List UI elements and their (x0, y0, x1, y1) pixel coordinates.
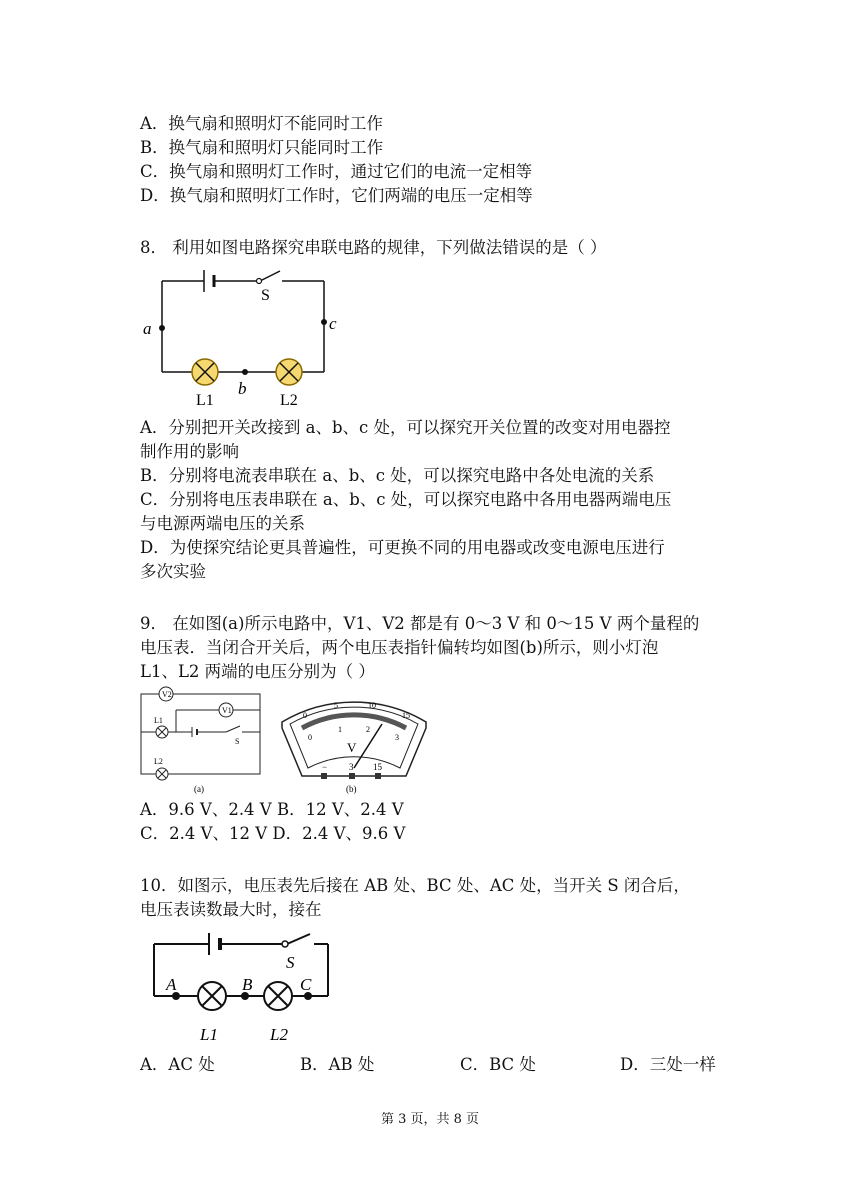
q10-label-s: S (286, 953, 295, 972)
q10-option-c: C．BC 处 (460, 1055, 536, 1074)
meter-bottom-2: 2 (366, 725, 370, 734)
q8-label-a: a (143, 319, 152, 338)
q8-option-c: C．分别将电压表串联在 a、b、c 处，可以探究电路中各用电器两端电压 (140, 490, 672, 509)
q8-label-l1: L1 (196, 392, 214, 409)
q8-option-c-cont: 与电源两端电压的关系 (140, 514, 305, 533)
q10-label-a: A (166, 975, 177, 994)
meter-top-5: 5 (334, 701, 338, 710)
q10-stem-line2: 电压表读数最大时，接在 (140, 900, 322, 919)
q9-options-cd: C．2.4 V、12 V D．2.4 V、9.6 V (140, 824, 406, 843)
q10-stem-line1: 10．如图示，电压表先后接在 AB 处、BC 处、AC 处，当开关 S 闭合后， (140, 876, 690, 895)
q10-label-l2: L2 (270, 1025, 288, 1044)
q9-label-v1: V1 (222, 706, 232, 715)
meter-terminal-15: 15 (373, 762, 382, 772)
q10-label-b: B (242, 975, 253, 994)
q10-option-d: D．三处一样 (620, 1055, 716, 1074)
meter-top-15: 15 (402, 711, 410, 720)
q8-option-a-cont: 制作用的影响 (140, 442, 239, 461)
q9-options-ab: A．9.6 V、2.4 V B．12 V、2.4 V (140, 800, 404, 819)
q8-label-c: c (329, 314, 337, 333)
q10-label-l1: L1 (200, 1025, 218, 1044)
page-footer: 第 3 页，共 8 页 (380, 1112, 480, 1127)
q9-label-s: S (235, 737, 240, 746)
meter-bottom-0: 0 (308, 733, 312, 742)
q9-label-v2: V2 (162, 690, 172, 699)
meter-unit: V (347, 740, 357, 755)
q8-label-l2: L2 (280, 392, 298, 409)
q8-label-s: S (261, 287, 270, 304)
q10-circuit-diagram (144, 928, 344, 1046)
q9-caption-a: (a) (194, 784, 204, 794)
q8-stem: 8． 利用如图电路探究串联电路的规律，下列做法错误的是（ ） (140, 238, 607, 257)
meter-top-0: 0 (303, 711, 307, 720)
q8-circuit-diagram (138, 262, 338, 412)
q8-option-a: A．分别把开关改接到 a、b、c 处，可以探究开关位置的改变对用电器控 (140, 418, 671, 437)
meter-top-10: 10 (368, 701, 376, 710)
q9-circuit-a (136, 684, 268, 796)
meter-terminal-minus: − (322, 762, 328, 772)
q9-stem-line3: L1、L2 两端的电压分别为（ ） (140, 662, 375, 681)
q9-voltmeter-b (278, 688, 430, 796)
meter-terminal-3: 3 (349, 762, 354, 772)
q7-option-b: B．换气扇和照明灯只能同时工作 (140, 138, 384, 157)
meter-bottom-1: 1 (338, 725, 342, 734)
q9-stem-line2: 电压表．当闭合开关后，两个电压表指针偏转均如图(b)所示，则小灯泡 (140, 638, 659, 657)
q8-option-d-cont: 多次实验 (140, 562, 206, 581)
q10-label-c: C (300, 975, 312, 994)
q7-option-a: A．换气扇和照明灯不能同时工作 (140, 114, 383, 133)
q8-option-b: B．分别将电流表串联在 a、b、c 处，可以探究电路中各处电流的关系 (140, 466, 655, 485)
q9-stem-line1: 9． 在如图(a)所示电路中，V1、V2 都是有 0～3 V 和 0～15 V 两个量程的 (140, 614, 700, 633)
q7-option-d: D．换气扇和照明灯工作时，它们两端的电压一定相等 (140, 186, 533, 205)
q8-label-b: b (238, 379, 247, 398)
q8-option-d: D．为使探究结论更具普遍性，可更换不同的用电器或改变电源电压进行 (140, 538, 665, 557)
q10-option-b: B．AB 处 (300, 1055, 375, 1074)
q7-option-c: C．换气扇和照明灯工作时，通过它们的电流一定相等 (140, 162, 533, 181)
q10-option-a: A．AC 处 (140, 1055, 215, 1074)
q9-label-l1: L1 (154, 716, 163, 725)
q9-label-l2: L2 (154, 757, 163, 766)
meter-bottom-3: 3 (395, 733, 399, 742)
q9-caption-b: (b) (346, 784, 357, 794)
